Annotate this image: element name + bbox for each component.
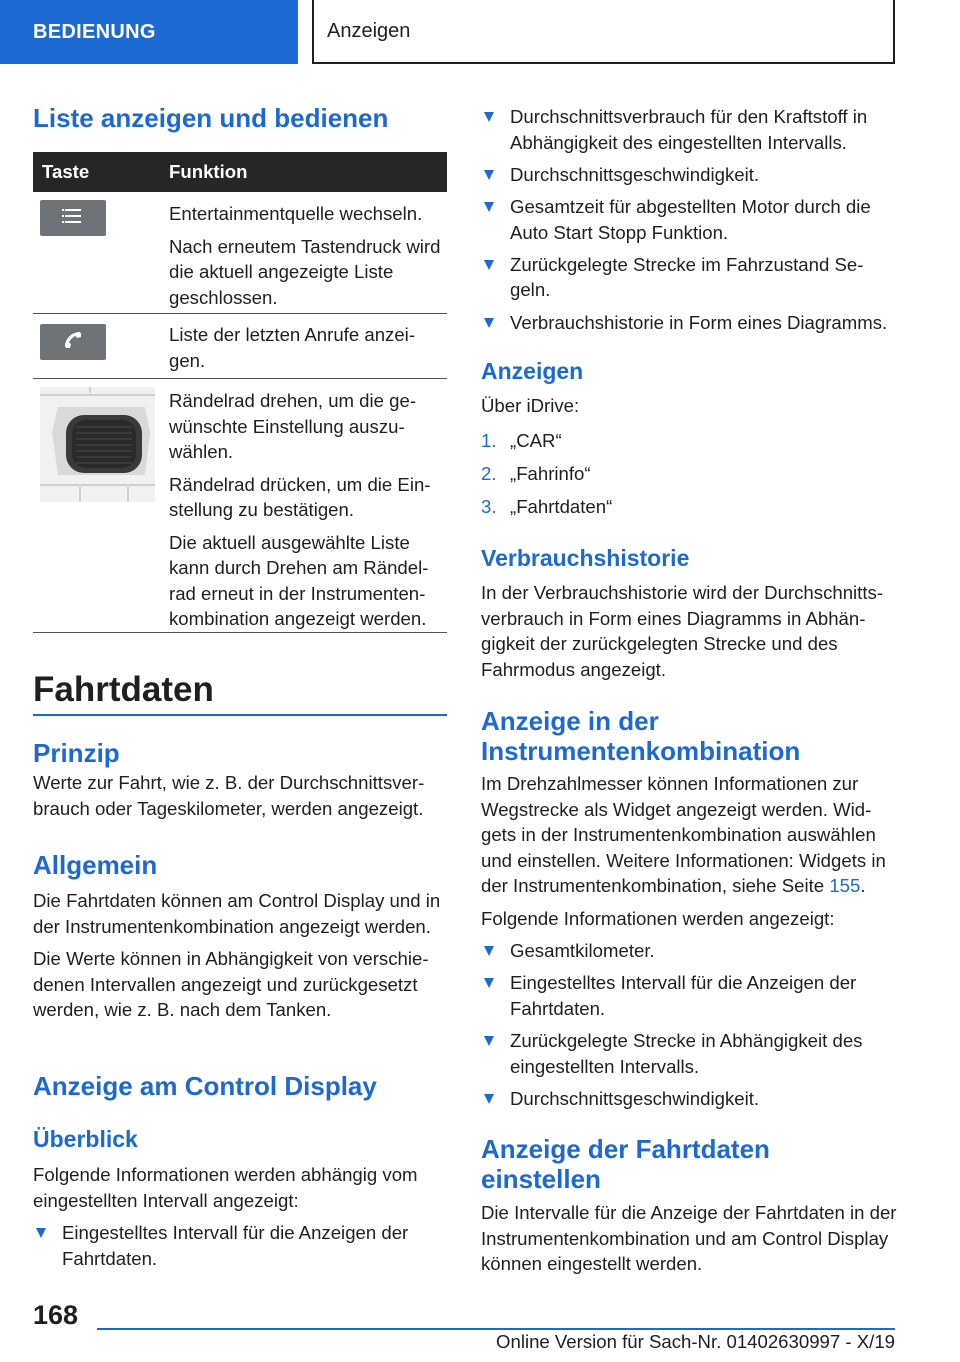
bullet-triangle-icon bbox=[484, 112, 494, 122]
table-row-2-text bbox=[169, 322, 444, 373]
verbrauchshistorie-title: Verbrauchshistorie bbox=[481, 545, 690, 571]
anzeigen-title: Anzeigen bbox=[481, 358, 584, 384]
chapter-title: Fahrtdaten bbox=[33, 670, 214, 709]
einstellen-text: Die Intervalle für die Anzeige der Fahrtdaten in der Instrumentenkombination und am Control Display können eingestellt werden. bbox=[481, 1202, 897, 1274]
historie-block bbox=[481, 580, 897, 682]
list-item: Eingestelltes Intervall für die Anzeigen der Fahrtdaten. bbox=[33, 1220, 447, 1271]
bullet-triangle-icon bbox=[484, 1094, 494, 1104]
allgemein-p1: Die Fahrtdaten können am Control Display und in der Instrumentenkombination angezeigt werden. bbox=[33, 890, 441, 937]
ueberblick-list bbox=[33, 1220, 447, 1271]
chapter-title-rule bbox=[33, 714, 447, 716]
einstellen-block bbox=[481, 1200, 897, 1277]
list-item: Gesamtzeit für abgestellten Motor durch die Auto Start Stopp Funktion. bbox=[481, 194, 897, 245]
list-icon bbox=[59, 206, 87, 231]
instr-block bbox=[481, 771, 897, 1118]
list-section-title: Liste anzeigen und bedienen bbox=[33, 103, 389, 133]
list-item: Verbrauchshistorie in Form eines Diagramms. bbox=[481, 310, 897, 336]
instr-intro2: Folgende Informationen werden angezeigt: bbox=[481, 907, 835, 929]
thumbwheel-image bbox=[40, 387, 155, 502]
section-tab bbox=[0, 0, 298, 64]
einstellen-title: Anzeige der Fahrtdaten einstellen bbox=[481, 1134, 770, 1194]
page-reference-link[interactable]: 155 bbox=[829, 875, 861, 896]
row1-line1: Entertainmentquelle wechseln. bbox=[169, 203, 423, 224]
row-divider bbox=[33, 378, 447, 379]
anzeigen-block bbox=[481, 393, 897, 527]
ueberblick-text-block bbox=[33, 1162, 447, 1278]
bullet-triangle-icon bbox=[484, 260, 494, 270]
chapter-label: Anzeigen bbox=[327, 19, 411, 42]
allgemein-text-block bbox=[33, 888, 447, 1023]
bullet-triangle-icon bbox=[484, 202, 494, 212]
section-label: BEDIENUNG bbox=[33, 20, 156, 43]
row-divider bbox=[33, 313, 447, 314]
phone-key-button bbox=[40, 324, 106, 360]
bullet-triangle-icon bbox=[484, 170, 494, 180]
table-row-1-text bbox=[169, 201, 444, 310]
prinzip-text: Werte zur Fahrt, wie z. B. der Durchschnittsverbrauch oder Tageskilometer, werden angezeigt. bbox=[33, 772, 425, 819]
ueberblick-text: Folgende Informationen werden abhängig vom eingestellten Intervall angezeigt: bbox=[33, 1164, 418, 1211]
ueberblick-title: Überblick bbox=[33, 1126, 138, 1152]
instr-list bbox=[481, 938, 897, 1111]
phone-icon bbox=[61, 328, 85, 357]
row1-line2: Nach erneutem Tastendruck wird die aktuell angezeigte Liste geschlossen. bbox=[169, 235, 441, 308]
list-item: 3. „Fahrtdaten“ bbox=[481, 496, 613, 518]
list-item: 1. „CAR“ bbox=[481, 429, 562, 451]
list-item: 2. „Fahrinfo“ bbox=[481, 462, 591, 484]
bullet-triangle-icon bbox=[484, 978, 494, 988]
table-header-function: Funktion bbox=[169, 161, 248, 182]
row3-line3: Die aktuell ausgewählte Liste kann durch Drehen am Rändelrad erneut in der Instrumentenkombination angezeigt werden. bbox=[169, 531, 429, 629]
list-key-button bbox=[40, 200, 106, 236]
list-item: Durchschnittsgeschwindigkeit. bbox=[481, 1086, 897, 1112]
list-item: Zurückgelegte Strecke im Fahrzustand Segeln. bbox=[481, 252, 897, 303]
row2-line1: Liste der letzten Anrufe anzeigen. bbox=[169, 324, 416, 371]
idrive-steps bbox=[481, 428, 897, 520]
allgemein-title: Allgemein bbox=[33, 850, 158, 880]
list-item: Eingestelltes Intervall für die Anzeigen der Fahrtdaten. bbox=[481, 970, 897, 1021]
bullet-triangle-icon bbox=[484, 1036, 494, 1046]
footer-version: Online Version für Sach-Nr. 01402630997 - X/19 bbox=[496, 1331, 895, 1352]
row3-line2: Rändelrad drücken, um die Einstellung zu bestätigen. bbox=[169, 473, 431, 520]
continued-list-block bbox=[481, 104, 897, 342]
row-divider bbox=[33, 632, 447, 633]
table-header-key: Taste bbox=[42, 161, 90, 182]
bullet-triangle-icon bbox=[484, 946, 494, 956]
prinzip-title: Prinzip bbox=[33, 738, 120, 768]
historie-text: In der Verbrauchshistorie wird der Durchschnittsverbrauch in Form eines Diagramms in Abhängigkeit der zurückgelegten Strecke und des Fahrmodus angezeigt. bbox=[481, 582, 884, 680]
table-row-3-text bbox=[169, 388, 444, 632]
chapter-tab bbox=[312, 0, 895, 64]
control-display-title: Anzeige am Control Display bbox=[33, 1071, 377, 1101]
instr-text: Im Drehzahlmesser können Informationen zur Wegstrecke als Widget angezeigt werden. Widgets in der Instrumentenkombination auswählen und einstellen. Weitere Informationen: Widgets in der Instrumentenkombination, siehe Seite 155. bbox=[481, 773, 886, 896]
page-number: 168 bbox=[33, 1300, 79, 1330]
footer-rule bbox=[97, 1328, 895, 1330]
anzeigen-intro: Über iDrive: bbox=[481, 395, 580, 416]
bullet-triangle-icon bbox=[36, 1228, 46, 1238]
list-item: Durchschnittsgeschwindigkeit. bbox=[481, 162, 897, 188]
prinzip-text-block bbox=[33, 770, 447, 821]
continued-list bbox=[481, 104, 897, 335]
bullet-triangle-icon bbox=[484, 318, 494, 328]
instrument-cluster-title: Anzeige in der Instrumentenkombination bbox=[481, 706, 801, 766]
list-item: Gesamtkilometer. bbox=[481, 938, 897, 964]
allgemein-p2: Die Werte können in Abhängigkeit von verschiedenen Intervallen angezeigt und zurückgesetzt werden, wie z. B. nach dem Tanken. bbox=[33, 948, 429, 1020]
list-item: Zurückgelegte Strecke in Abhängigkeit des eingestellten Intervalls. bbox=[481, 1028, 897, 1079]
row3-line1: Rändelrad drehen, um die gewünschte Einstellung auszuwählen. bbox=[169, 390, 417, 462]
table-header bbox=[33, 152, 447, 192]
list-item: Durchschnittsverbrauch für den Kraftstoff in Abhängigkeit des eingestellten Intervalls. bbox=[481, 104, 897, 155]
